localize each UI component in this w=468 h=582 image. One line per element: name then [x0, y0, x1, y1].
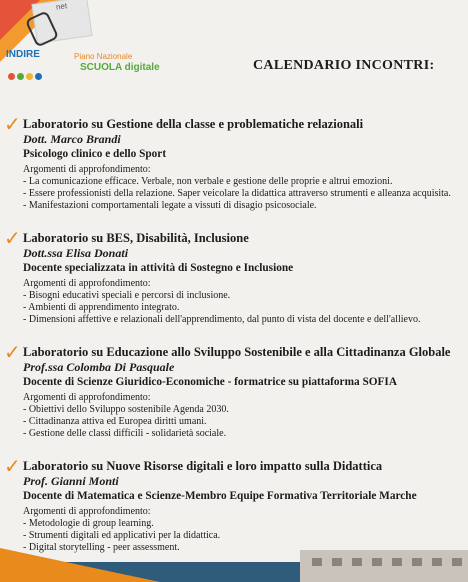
list-item: - Bisogni educativi speciali e percorsi di inclusione.: [23, 290, 231, 301]
window-shape: [332, 558, 342, 566]
logo-dot-icon: [35, 73, 42, 80]
list-item: - La comunicazione efficace. Verbale, non verbale e gestione delle proprie e altrui emozioni.: [23, 176, 393, 187]
list-item: - Cittadinanza attiva ed Europea diritti umani.: [23, 416, 207, 427]
logo-dot-icon: [17, 73, 24, 80]
logo-dot-icon: [8, 73, 15, 80]
speaker-role: Docente di Matematica e Scienze-Membro Equipe Formativa Territoriale Marche: [23, 490, 417, 502]
window-shape: [372, 558, 382, 566]
speaker-role: Docente di Scienze Giuridico-Economiche - formatrice su piattaforma SOFIA: [23, 376, 397, 388]
window-shape: [452, 558, 462, 566]
list-item: - Gestione delle classi difficili - solidarietà sociale.: [23, 428, 227, 439]
list-item: - Dimensioni affettive e relazionali dell'apprendimento, dal punto di vista del docente e dell'allievo.: [23, 314, 421, 325]
list-item: - Obiettivi dello Sviluppo sostenibile Agenda 2030.: [23, 404, 229, 415]
indire-logo: INDIRE: [6, 49, 40, 60]
lab-title: Laboratorio su Educazione allo Sviluppo Sostenibile e alla Cittadinanza Globale: [23, 345, 451, 359]
arguments-title: Argomenti di approfondimento:: [23, 164, 151, 175]
footer-orange-shape: [0, 548, 160, 582]
list-item: - Strumenti digitali ed applicativi per la didattica.: [23, 530, 221, 541]
window-shape: [432, 558, 442, 566]
lab-section: [0, 112, 468, 211]
header: [0, 0, 468, 100]
list-item: - Manifestazioni comportamentali legate a vissuti di disagio psicosociale.: [23, 200, 317, 211]
window-shape: [392, 558, 402, 566]
lab-section: [0, 340, 468, 439]
paper-text: net: [55, 1, 68, 12]
speaker-name: Dott.ssa Elisa Donati: [23, 246, 129, 260]
lab-section: [0, 226, 468, 325]
speaker-name: Dott. Marco Brandi: [23, 132, 121, 146]
speaker-name: Prof. Gianni Monti: [23, 474, 119, 488]
lab-title: Laboratorio su Nuove Risorse digitali e loro impatto sulla Didattica: [23, 459, 383, 473]
list-item: - Digital storytelling - peer assessment.: [23, 542, 180, 553]
list-item: - Metodologie di group learning.: [23, 518, 154, 529]
footer-decoration: [0, 548, 468, 582]
list-item: - Essere professionisti della relazione. Saper veicolare la didattica attraverso strumenti e alleanza acquisita.: [23, 188, 451, 199]
logo-dot-icon: [26, 73, 33, 80]
lab-section: [0, 454, 468, 553]
checkmark-icon: ✓: [4, 226, 21, 250]
window-shape: [412, 558, 422, 566]
window-shape: [352, 558, 362, 566]
speaker-role: Docente specializzata in attività di Sostegno e Inclusione: [23, 262, 294, 274]
arguments-title: Argomenti di approfondimento:: [23, 278, 151, 289]
window-shape: [312, 558, 322, 566]
page-title: CALENDARIO INCONTRI:: [253, 58, 435, 73]
arguments-title: Argomenti di approfondimento:: [23, 506, 151, 517]
list-item: - Ambienti di apprendimento integrato.: [23, 302, 180, 313]
building-graphic: [300, 550, 468, 582]
checkmark-icon: ✓: [4, 454, 21, 478]
pnsd-logo-line2: SCUOLA digitale: [80, 62, 160, 73]
arguments-title: Argomenti di approfondimento:: [23, 392, 151, 403]
speaker-role: Psicologo clinico e dello Sport: [23, 148, 167, 160]
pnsd-logo-line1: Piano Nazionale: [74, 52, 133, 61]
lab-title: Laboratorio su Gestione della classe e problematiche relazionali: [23, 117, 364, 131]
checkmark-icon: ✓: [4, 112, 21, 136]
lab-title: Laboratorio su BES, Disabilità, Inclusione: [23, 231, 249, 245]
checkmark-icon: ✓: [4, 340, 21, 364]
speaker-name: Prof.ssa Colomba Di Pasquale: [23, 360, 175, 374]
